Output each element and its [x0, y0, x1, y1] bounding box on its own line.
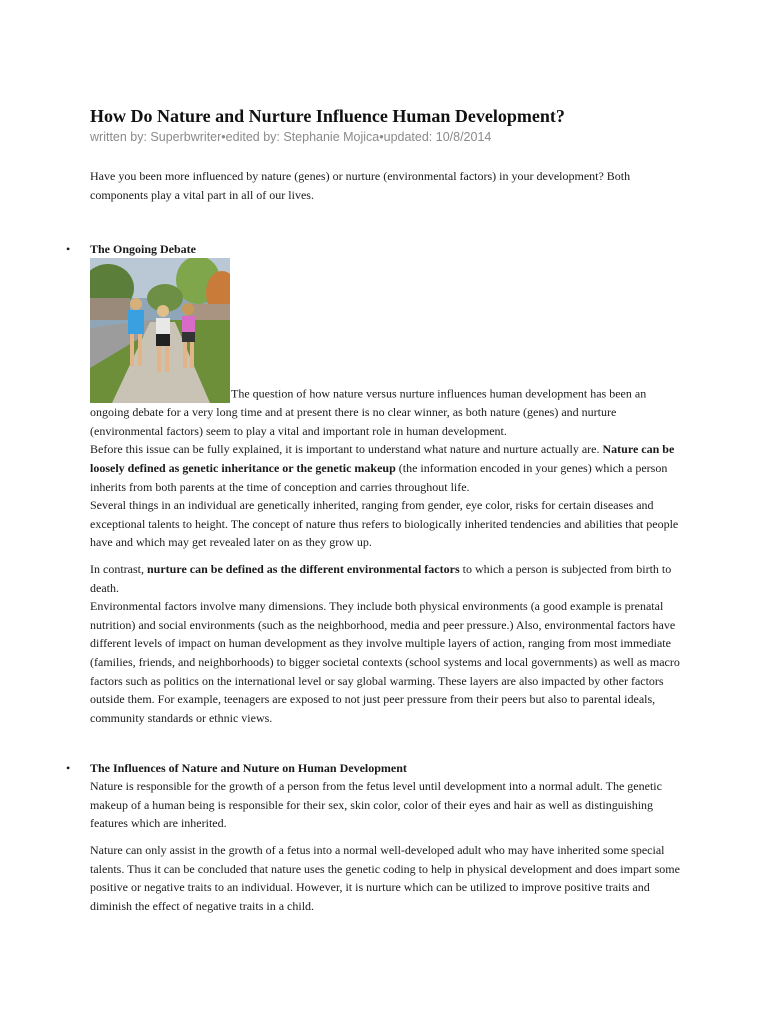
article-byline: written by: Superbwriter•edited by: Stephanie Mojica•updated: 10/8/2014	[90, 130, 492, 144]
section-paragraph: The question of how nature versus nurture influences human development has been an ongoing debate for a very long time and at present there is no clear winner, as both nature (genes) and nurture (environmental factors) seem to play a vital and important role in human development.	[90, 258, 680, 440]
section-influences	[66, 759, 680, 915]
section-paragraph: Several things in an individual are genetically inherited, ranging from gender, eye color, risks for certain diseases and exceptional talents to height. The concept of nature thus refers to biologically inherited tendencies and abilities that people have and which may get revealed later on as they grow up.	[90, 498, 679, 550]
section-paragraph: In contrast, nurture can be defined as the different environmental factors to which a person is subjected from birth to death.	[90, 561, 672, 595]
section-paragraph: Before this issue can be fully explained, it is important to understand what nature and nurture actually are. Nature can be loosely defined as genetic inheritance or the genetic makeup (the information encoded in your genes) which a person inherits from both parents at the time of conception and carries throughout life.	[90, 442, 675, 494]
intro-paragraph: Have you been more influenced by nature (genes) or nurture (environmental factors) in your development? Both components play a vital part in all of our lives.	[90, 169, 631, 202]
bullet: •	[66, 761, 71, 776]
article-title: How Do Nature and Nurture Influence Human Development?	[90, 106, 565, 126]
children-walking-photo	[90, 258, 230, 403]
section-heading: The Ongoing Debate	[90, 242, 197, 257]
section-paragraph: Environmental factors involve many dimensions. They include both physical environments (a good example is prenatal nutrition) and social environments (such as the neighborhood, media and peer pressure.) Also, environmental factors have different levels of impact on human development as they involve multiple layers of action, ranging from most immediate (families, friends, and neighborhoods) to bigger societal contexts (school systems and local governments) as well as macro factors such as politics on the international level or say global warming. These layers are also impacted by other factors outside them. For example, teenagers are exposed to not just peer pressure from their peers but also to parental ideals, community standards or ethnic views.	[90, 599, 680, 725]
bullet: •	[66, 242, 71, 257]
section-heading: The Influences of Nature and Nuture on Human Development	[90, 761, 407, 776]
section-paragraph: Nature can only assist in the growth of a fetus into a normal well-developed adult who may have inherited some special talents. Thus it can be concluded that nature uses the genetic coding to help in physical development and does impart some positive or negative traits to an individual. However, it is nurture which can be utilized to improve positive traits and diminish the effect of negative traits in a child.	[90, 843, 680, 913]
section-ongoing-debate	[66, 240, 680, 727]
section-paragraph: Nature is responsible for the growth of a person from the fetus level until development into a normal adult. The genetic makeup of a human being is responsible for their sex, skin color, color of their eyes and hair as well as distinguishing features which are inherited.	[90, 779, 662, 831]
article	[66, 104, 680, 915]
